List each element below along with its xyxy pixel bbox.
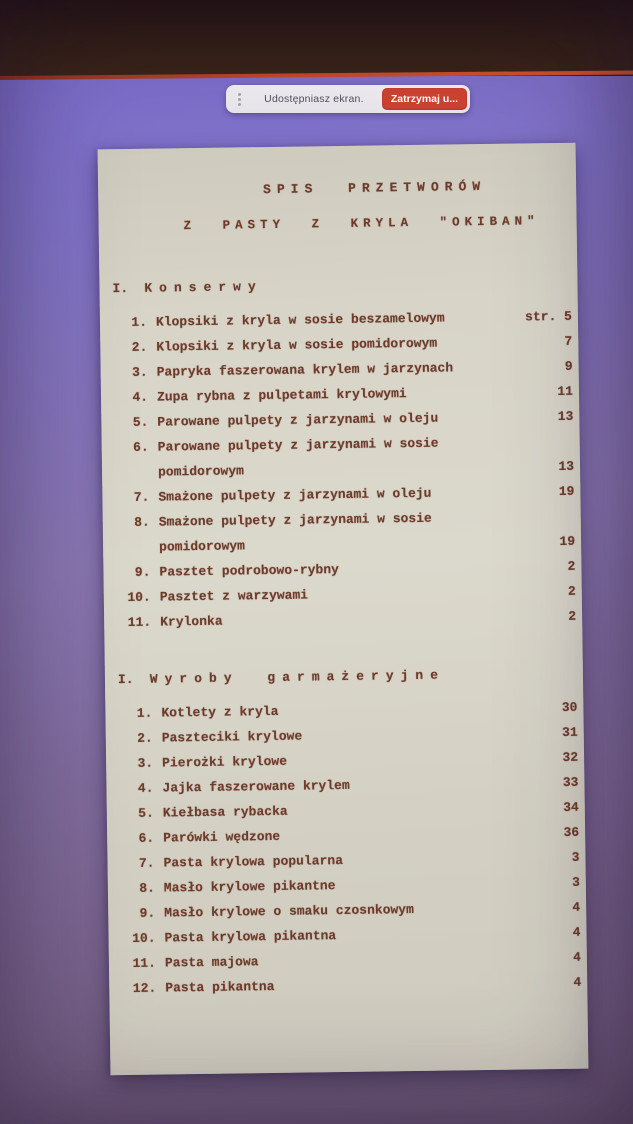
- item-page: 11: [557, 383, 574, 399]
- item-page: 4: [572, 924, 581, 940]
- item-page: 7: [564, 333, 573, 349]
- item-number: 10.: [127, 589, 151, 606]
- item-page: 19: [559, 533, 576, 549]
- item-number: 11.: [132, 955, 157, 971]
- item-text: Parówki wędzone: [163, 828, 281, 846]
- document-title-line1: SPIS PRZETWORÓW: [263, 178, 487, 198]
- section-items: [113, 304, 576, 635]
- item-number: 1.: [136, 705, 153, 721]
- document-title-line2: Z PASTY Z KRYLA "OKIBAN": [183, 214, 540, 234]
- item-text: Pasta pikantna: [165, 978, 275, 996]
- section-wyroby-garmazeryjne: [118, 661, 582, 1001]
- item-page: 3: [571, 849, 580, 865]
- item-page: 31: [562, 724, 578, 740]
- section-title: Wyroby garmażeryjne: [149, 667, 446, 687]
- screen-share-toolbar: [226, 85, 470, 113]
- item-page: 34: [563, 799, 579, 815]
- item-text: Klopsiki z kryla w sosie beszamelowym: [155, 310, 445, 330]
- share-status-text: Udostępniasz ekran.: [264, 93, 364, 105]
- item-text: Klopsiki z kryla w sosie pomidorowym: [156, 335, 438, 355]
- item-number: 2.: [131, 339, 148, 355]
- item-text: Pasta krylowa pikantna: [164, 928, 337, 946]
- item-page: 13: [558, 458, 575, 474]
- item-number: 9.: [134, 564, 151, 580]
- item-text: Jajka faszerowane krylem: [162, 777, 350, 796]
- section-konserwy: [112, 270, 576, 635]
- item-text: Pasztet z warzywami: [159, 587, 309, 605]
- item-number: 4.: [137, 780, 154, 796]
- item-text: Pierożki krylowe: [162, 753, 288, 771]
- item-number: 8.: [134, 514, 150, 530]
- item-text: Papryka faszerowana krylem w jarzynach: [156, 360, 454, 380]
- section-numeral: I.: [112, 280, 129, 297]
- item-page: 4: [572, 949, 581, 965]
- item-page: 19: [558, 483, 575, 499]
- item-page: 4: [573, 974, 582, 990]
- item-page: 13: [557, 408, 574, 424]
- item-page: 33: [562, 774, 579, 790]
- item-number: 1.: [131, 314, 148, 330]
- item-page: 9: [564, 358, 573, 374]
- item-page: 2: [567, 558, 576, 574]
- toc-item: [117, 604, 576, 635]
- item-number: 2.: [137, 730, 153, 746]
- item-text: Kiełbasa rybacka: [162, 803, 288, 821]
- item-page: 36: [563, 824, 580, 840]
- item-text: Pasztet podrobowo-rybny: [159, 562, 339, 580]
- item-number: 7.: [138, 855, 155, 871]
- section-heading: [112, 270, 571, 302]
- section-items: [118, 695, 581, 1001]
- item-page: 4: [572, 899, 581, 915]
- item-page: 3: [571, 874, 580, 890]
- item-text: Pasta majowa: [164, 954, 259, 971]
- toc-item: [115, 429, 575, 485]
- item-number: 10.: [132, 930, 156, 946]
- item-number: 6.: [133, 439, 149, 455]
- item-number: 9.: [139, 905, 156, 921]
- toc-item: [116, 504, 576, 560]
- item-number: 3.: [131, 364, 148, 380]
- section-numeral: I.: [117, 671, 134, 688]
- item-text: Parowane pulpety z jarzynami w oleju: [157, 410, 439, 430]
- item-number: 7.: [133, 489, 150, 505]
- stop-sharing-button[interactable]: Zatrzymaj u...: [382, 88, 467, 110]
- item-page: 2: [567, 583, 576, 599]
- item-number: 11.: [127, 614, 152, 631]
- item-page: str. 5: [525, 308, 573, 325]
- toc-item: [122, 970, 581, 1001]
- item-text: Pasta krylowa popularna: [163, 853, 344, 871]
- item-number: 6.: [138, 830, 155, 846]
- item-text-wrap: pomidorowym: [159, 538, 246, 555]
- drag-handle-icon[interactable]: [232, 93, 246, 106]
- item-text: Paszteciki krylowe: [161, 728, 303, 746]
- item-page: 32: [562, 749, 579, 765]
- item-text: Kotlety z kryla: [161, 703, 279, 721]
- item-text: Smażone pulpety z jarzynami w oleju: [158, 485, 432, 505]
- item-text: Smażone pulpety z jarzynami w sosie: [158, 510, 432, 530]
- item-text: Krylonka: [160, 613, 223, 630]
- monitor-bezel: [0, 0, 633, 76]
- item-number: 8.: [139, 880, 155, 896]
- section-title: Konserwy: [144, 279, 263, 296]
- item-number: 5.: [138, 805, 154, 821]
- item-text: Masło krylowe o smaku czosnkowym: [164, 902, 414, 921]
- item-number: 4.: [132, 389, 149, 405]
- item-number: 3.: [137, 755, 154, 771]
- item-text-wrap: pomidorowym: [157, 463, 244, 480]
- item-text: Parowane pulpety z jarzynami w sosie: [157, 435, 439, 455]
- item-text: Masło krylowe pikantne: [163, 878, 336, 896]
- item-text: Zupa rybna z pulpetami krylowymi: [156, 386, 407, 405]
- item-page: 30: [561, 699, 578, 715]
- section-heading: [118, 661, 577, 693]
- item-number: 5.: [132, 414, 149, 430]
- item-page: 2: [568, 608, 577, 624]
- document-page: [98, 143, 589, 1076]
- item-number: 12.: [132, 980, 157, 996]
